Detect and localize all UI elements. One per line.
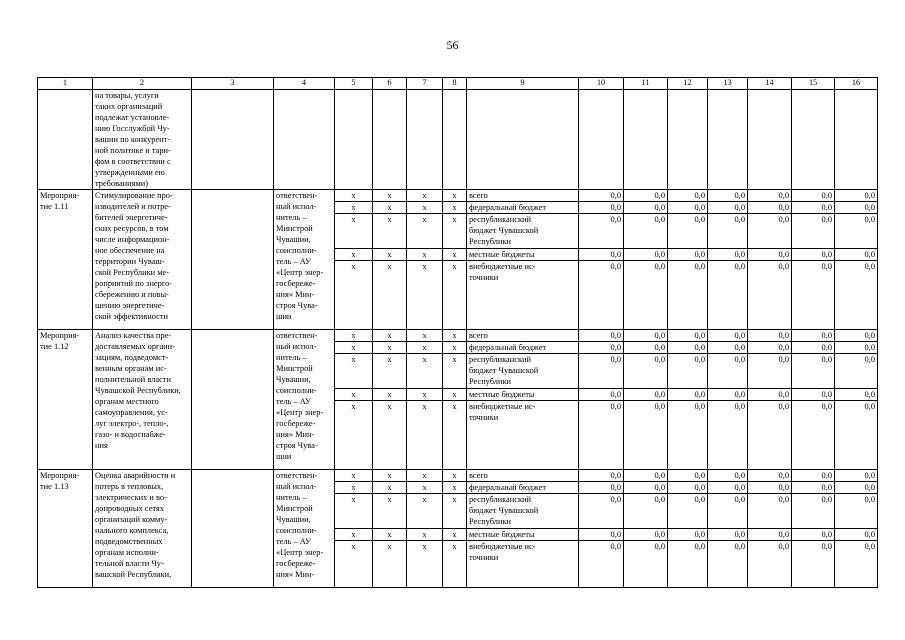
amount-cell: 0,0 [624,541,668,588]
amount-cell: 0,0 [835,190,878,202]
amount-cell: 0,0 [748,202,792,214]
column-header: 15 [792,78,835,90]
amount-cell: 0,0 [708,470,748,482]
amount-cell: 0,0 [668,470,708,482]
amount-cell: 0,0 [668,214,708,249]
cell [335,90,373,190]
cell [835,90,878,190]
table-row [38,330,878,342]
cell [192,90,274,190]
amount-cell: 0,0 [792,249,835,261]
funding-source: внебюджетные ис- точники [467,401,579,470]
amount-cell: 0,0 [708,494,748,529]
x-mark: x [373,190,407,202]
amount-cell: 0,0 [792,202,835,214]
header-row [38,78,878,90]
amount-cell: 0,0 [668,541,708,588]
amount-cell: 0,0 [624,190,668,202]
column-header: 6 [373,78,407,90]
amount-cell: 0,0 [579,330,624,342]
amount-cell: 0,0 [792,330,835,342]
column-header: 9 [467,78,579,90]
x-mark: x [335,261,373,330]
amount-cell: 0,0 [708,190,748,202]
x-mark: x [335,354,373,389]
amount-cell: 0,0 [624,342,668,354]
x-mark: x [407,342,443,354]
funding-source: всего [467,470,579,482]
column-header: 10 [579,78,624,90]
funding-source: республиканский бюджет Чувашской Республики [467,354,579,389]
x-mark: x [407,482,443,494]
amount-cell: 0,0 [792,482,835,494]
amount-cell: 0,0 [624,494,668,529]
x-mark: x [335,482,373,494]
amount-cell: 0,0 [579,342,624,354]
budget-table [37,77,878,588]
column-header: 4 [274,78,335,90]
amount-cell: 0,0 [708,214,748,249]
x-mark: x [373,482,407,494]
x-mark: x [407,401,443,470]
amount-cell: 0,0 [792,342,835,354]
cell [624,90,668,190]
amount-cell: 0,0 [835,470,878,482]
amount-cell: 0,0 [579,401,624,470]
column-header: 3 [192,78,274,90]
amount-cell: 0,0 [579,190,624,202]
funding-source: республиканский бюджет Чувашской Республики [467,214,579,249]
amount-cell: 0,0 [708,261,748,330]
x-mark: x [443,541,467,588]
page-number: 56 [446,38,459,52]
amount-cell: 0,0 [708,529,748,541]
x-mark: x [443,401,467,470]
amount-cell: 0,0 [624,249,668,261]
x-mark: x [407,529,443,541]
x-mark: x [373,261,407,330]
amount-cell: 0,0 [668,330,708,342]
x-mark: x [373,214,407,249]
x-mark: x [407,214,443,249]
x-mark: x [443,470,467,482]
cell [373,90,407,190]
amount-cell: 0,0 [748,190,792,202]
x-mark: x [407,389,443,401]
cell [407,90,443,190]
amount-cell: 0,0 [624,202,668,214]
amount-cell: 0,0 [792,214,835,249]
x-mark: x [373,330,407,342]
amount-cell: 0,0 [748,470,792,482]
x-mark: x [407,190,443,202]
funding-source: всего [467,190,579,202]
amount-cell: 0,0 [624,401,668,470]
funding-source: федеральный бюджет [467,202,579,214]
x-mark: x [407,541,443,588]
funding-source: внебюджетные ис- точники [467,261,579,330]
amount-cell: 0,0 [748,330,792,342]
amount-cell: 0,0 [668,202,708,214]
amount-cell: 0,0 [748,214,792,249]
amount-cell: 0,0 [579,482,624,494]
x-mark: x [373,494,407,529]
x-mark: x [373,249,407,261]
cell [274,90,335,190]
amount-cell: 0,0 [748,342,792,354]
amount-cell: 0,0 [579,261,624,330]
amount-cell: 0,0 [792,401,835,470]
column-header: 2 [93,78,192,90]
amount-cell: 0,0 [835,494,878,529]
amount-cell: 0,0 [624,261,668,330]
amount-cell: 0,0 [708,354,748,389]
x-mark: x [335,249,373,261]
x-mark: x [335,190,373,202]
amount-cell: 0,0 [748,389,792,401]
x-mark: x [335,529,373,541]
x-mark: x [443,261,467,330]
x-mark: x [443,529,467,541]
amount-cell: 0,0 [579,202,624,214]
amount-cell: 0,0 [708,342,748,354]
amount-cell: 0,0 [668,354,708,389]
amount-cell: 0,0 [835,389,878,401]
funding-source: всего [467,330,579,342]
x-mark: x [373,541,407,588]
x-mark: x [373,470,407,482]
x-mark: x [335,401,373,470]
amount-cell: 0,0 [792,529,835,541]
amount-cell: 0,0 [748,261,792,330]
cell [192,190,274,330]
amount-cell: 0,0 [668,482,708,494]
amount-cell: 0,0 [708,202,748,214]
column-header: 7 [407,78,443,90]
amount-cell: 0,0 [835,401,878,470]
amount-cell: 0,0 [668,190,708,202]
x-mark: x [373,401,407,470]
x-mark: x [407,494,443,529]
amount-cell: 0,0 [708,541,748,588]
activity-id: Мероприя- тие 1.13 [38,470,93,588]
amount-cell: 0,0 [708,401,748,470]
x-mark: x [407,354,443,389]
amount-cell: 0,0 [792,354,835,389]
cell [443,90,467,190]
activity-name: Оценка аварийности и потерь в тепловых, электрических и во- допроводных сетях организаций комму- нального комплекса, подведомственных органам исполни- тельной власти Чу- вашской Республики, [93,470,192,588]
column-header: 5 [335,78,373,90]
amount-cell: 0,0 [835,342,878,354]
x-mark: x [443,342,467,354]
amount-cell: 0,0 [624,529,668,541]
x-mark: x [443,494,467,529]
amount-cell: 0,0 [748,494,792,529]
funding-source: местные бюджеты [467,249,579,261]
amount-cell: 0,0 [792,541,835,588]
amount-cell: 0,0 [835,249,878,261]
amount-cell: 0,0 [708,482,748,494]
amount-cell: 0,0 [668,261,708,330]
amount-cell: 0,0 [835,202,878,214]
activity-id: Мероприя- тие 1.12 [38,330,93,470]
x-mark: x [443,354,467,389]
funding-source: федеральный бюджет [467,482,579,494]
x-mark: x [443,249,467,261]
amount-cell: 0,0 [835,529,878,541]
cell [467,90,579,190]
x-mark: x [335,494,373,529]
x-mark: x [335,470,373,482]
funding-source: федеральный бюджет [467,342,579,354]
funding-source: внебюджетные ис- точники [467,541,579,588]
amount-cell: 0,0 [668,342,708,354]
amount-cell: 0,0 [579,354,624,389]
amount-cell: 0,0 [668,529,708,541]
x-mark: x [407,202,443,214]
amount-cell: 0,0 [835,354,878,389]
x-mark: x [373,342,407,354]
amount-cell: 0,0 [748,401,792,470]
x-mark: x [407,330,443,342]
cell [792,90,835,190]
x-mark: x [443,202,467,214]
amount-cell: 0,0 [792,261,835,330]
table-row [38,90,878,190]
amount-cell: 0,0 [708,389,748,401]
x-mark: x [335,541,373,588]
column-header: 14 [748,78,792,90]
activity-executor: ответствен- ный испол- нитель – Минстрой Чувашии, соисполни- тель – АУ «Центр энер- госбереже- ния» Мин- [274,470,335,588]
amount-cell: 0,0 [624,354,668,389]
activity-id: Мероприя- тие 1.11 [38,190,93,330]
amount-cell: 0,0 [624,214,668,249]
x-mark: x [373,389,407,401]
amount-cell: 0,0 [708,249,748,261]
amount-cell: 0,0 [668,249,708,261]
cell [192,330,274,470]
cell [192,470,274,588]
amount-cell: 0,0 [579,541,624,588]
amount-cell: 0,0 [835,261,878,330]
column-header: 8 [443,78,467,90]
x-mark: x [335,342,373,354]
table-row [38,470,878,482]
amount-cell: 0,0 [748,482,792,494]
continued-text: на товары, услуги таких организаций подлежат установле- нию Госслужбой Чу- вашии по конкурент- ной политике и тари- фам в соответствии с утвержденными ею требованиями) [93,90,192,190]
x-mark: x [335,202,373,214]
x-mark: x [407,249,443,261]
amount-cell: 0,0 [835,482,878,494]
activity-executor: ответствен- ный испол- нитель – Минстрой Чувашии, соисполни- тель – АУ «Центр энер- госбереже- ния» Мин- строя Чува- шии [274,330,335,470]
amount-cell: 0,0 [835,214,878,249]
amount-cell: 0,0 [748,541,792,588]
amount-cell: 0,0 [792,190,835,202]
funding-source: местные бюджеты [467,389,579,401]
cell [748,90,792,190]
amount-cell: 0,0 [579,389,624,401]
amount-cell: 0,0 [579,529,624,541]
amount-cell: 0,0 [579,214,624,249]
funding-source: местные бюджеты [467,529,579,541]
activity-executor: ответствен- ный испол- нитель – Минстрой Чувашии, соисполни- тель – АУ «Центр энер- госбереже- ния» Мин- строя Чува- шии [274,190,335,330]
funding-source: республиканский бюджет Чувашской Республики [467,494,579,529]
column-header: 16 [835,78,878,90]
x-mark: x [335,330,373,342]
x-mark: x [335,214,373,249]
activity-name: Стимулирование про- изводителей и потре- бителей энергетиче- ских ресурсов, в том числе информацион- ное обеспечение на территории Чуваш- ской Республики ме- роприятий по энерго- сбережению и повы- шению энергетиче- ской эффективности [93,190,192,330]
column-header: 11 [624,78,668,90]
x-mark: x [373,354,407,389]
amount-cell: 0,0 [624,389,668,401]
x-mark: x [373,529,407,541]
x-mark: x [443,190,467,202]
x-mark: x [407,470,443,482]
amount-cell: 0,0 [579,249,624,261]
amount-cell: 0,0 [624,470,668,482]
cell [708,90,748,190]
column-header: 1 [38,78,93,90]
amount-cell: 0,0 [668,401,708,470]
cell [579,90,624,190]
x-mark: x [335,389,373,401]
amount-cell: 0,0 [835,330,878,342]
amount-cell: 0,0 [748,529,792,541]
x-mark: x [443,214,467,249]
cell [38,90,93,190]
amount-cell: 0,0 [835,541,878,588]
column-header: 13 [708,78,748,90]
amount-cell: 0,0 [668,494,708,529]
column-header: 12 [668,78,708,90]
amount-cell: 0,0 [792,389,835,401]
x-mark: x [373,202,407,214]
amount-cell: 0,0 [579,494,624,529]
amount-cell: 0,0 [708,330,748,342]
x-mark: x [443,389,467,401]
amount-cell: 0,0 [579,470,624,482]
activity-name: Анализ качества пре- доставляемых органи- зациям, подведомст- венным органам ис- полнительной власти Чувашской Республики, органам местного самоуправления, ус- луг электро-, тепло-, газо- и водоснабже- ния [93,330,192,470]
amount-cell: 0,0 [748,354,792,389]
amount-cell: 0,0 [624,330,668,342]
x-mark: x [443,330,467,342]
amount-cell: 0,0 [748,249,792,261]
amount-cell: 0,0 [792,470,835,482]
table-row [38,190,878,202]
cell [668,90,708,190]
amount-cell: 0,0 [624,482,668,494]
amount-cell: 0,0 [668,389,708,401]
amount-cell: 0,0 [792,494,835,529]
x-mark: x [443,482,467,494]
x-mark: x [407,261,443,330]
